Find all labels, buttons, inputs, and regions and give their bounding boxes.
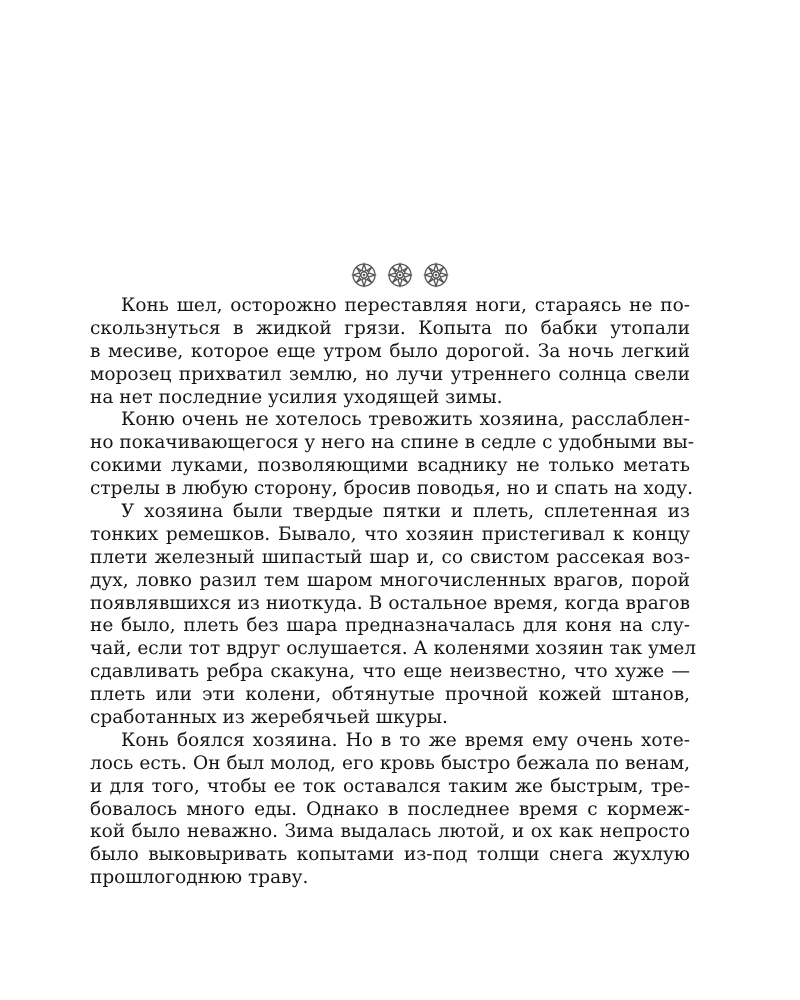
- paragraph: [90, 501, 697, 730]
- body-text: [90, 295, 697, 890]
- text-line: стрелы в любую сторону, бросив поводья, но и спать на ходу.: [90, 478, 694, 500]
- text-line: на нет последние усилия уходящей зимы.: [90, 386, 503, 408]
- text-line: У хозяина были твердые пятки и плеть, сплетенная из: [121, 501, 690, 523]
- section-ornament: [0, 262, 800, 290]
- paragraph: [90, 295, 690, 409]
- text-line: появлявшихся из ниоткуда. В остальное время, когда врагов: [90, 592, 690, 614]
- text-line: было выковыривать копытами из-под толщи снега жухлую: [90, 844, 690, 866]
- paragraph: [90, 730, 690, 890]
- text-line: дух, ловко разил тем шаром многочисленных врагов, порой: [90, 569, 690, 591]
- text-line: плети железный шипастый шар и, со свистом рассекая воз-: [90, 546, 690, 568]
- text-line: кой было неважно. Зима выдалась лютой, и ох как непросто: [90, 821, 690, 843]
- text-line: Коню очень не хотелось тревожить хозяина, расслаблен-: [121, 409, 690, 431]
- text-line: в месиве, которое еще утром было дорогой. За ночь легкий: [90, 340, 690, 362]
- text-line: не было, плеть без шара предназначалась для коня на слу-: [90, 615, 690, 637]
- text-line: плеть или эти колени, обтянутые прочной кожей штанов,: [90, 684, 690, 706]
- rosette-icon: [423, 262, 449, 288]
- text-line: скользнуться в жидкой грязи. Копыта по бабки утопали: [90, 317, 690, 339]
- text-line: морозец прихватил землю, но лучи утреннего солнца свели: [90, 363, 690, 385]
- rosette-icon: [351, 262, 377, 288]
- text-line: Конь боялся хозяина. Но в то же время ему очень хоте-: [121, 729, 690, 751]
- text-line: лось есть. Он был молод, его кровь быстро бежала по венам,: [90, 752, 690, 774]
- text-line: сокими луками, позволяющими всаднику не только метать: [90, 455, 690, 477]
- text-line: но покачивающегося у него на спине в седле с удобными вы-: [90, 432, 695, 454]
- text-line: Конь шел, осторожно переставляя ноги, стараясь не по-: [121, 295, 690, 316]
- text-line: сдавливать ребра скакуна, что еще неизвестно, что хуже —: [90, 661, 690, 683]
- text-line: прошлогоднюю траву.: [90, 867, 309, 889]
- text-line: бовалось много еды. Однако в последнее время с кормеж-: [90, 798, 690, 820]
- text-line: чай, если тот вдруг ослушается. А коленями хозяин так умел: [90, 638, 697, 660]
- text-line: сработанных из жеребячьей шкуры.: [90, 707, 448, 729]
- text-line: и для того, чтобы ее ток оставался таким же быстрым, тре-: [90, 775, 690, 797]
- text-line: тонких ремешков. Бывало, что хозяин пристегивал к концу: [90, 523, 690, 545]
- paragraph: [90, 409, 695, 501]
- rosette-icon: [387, 262, 413, 288]
